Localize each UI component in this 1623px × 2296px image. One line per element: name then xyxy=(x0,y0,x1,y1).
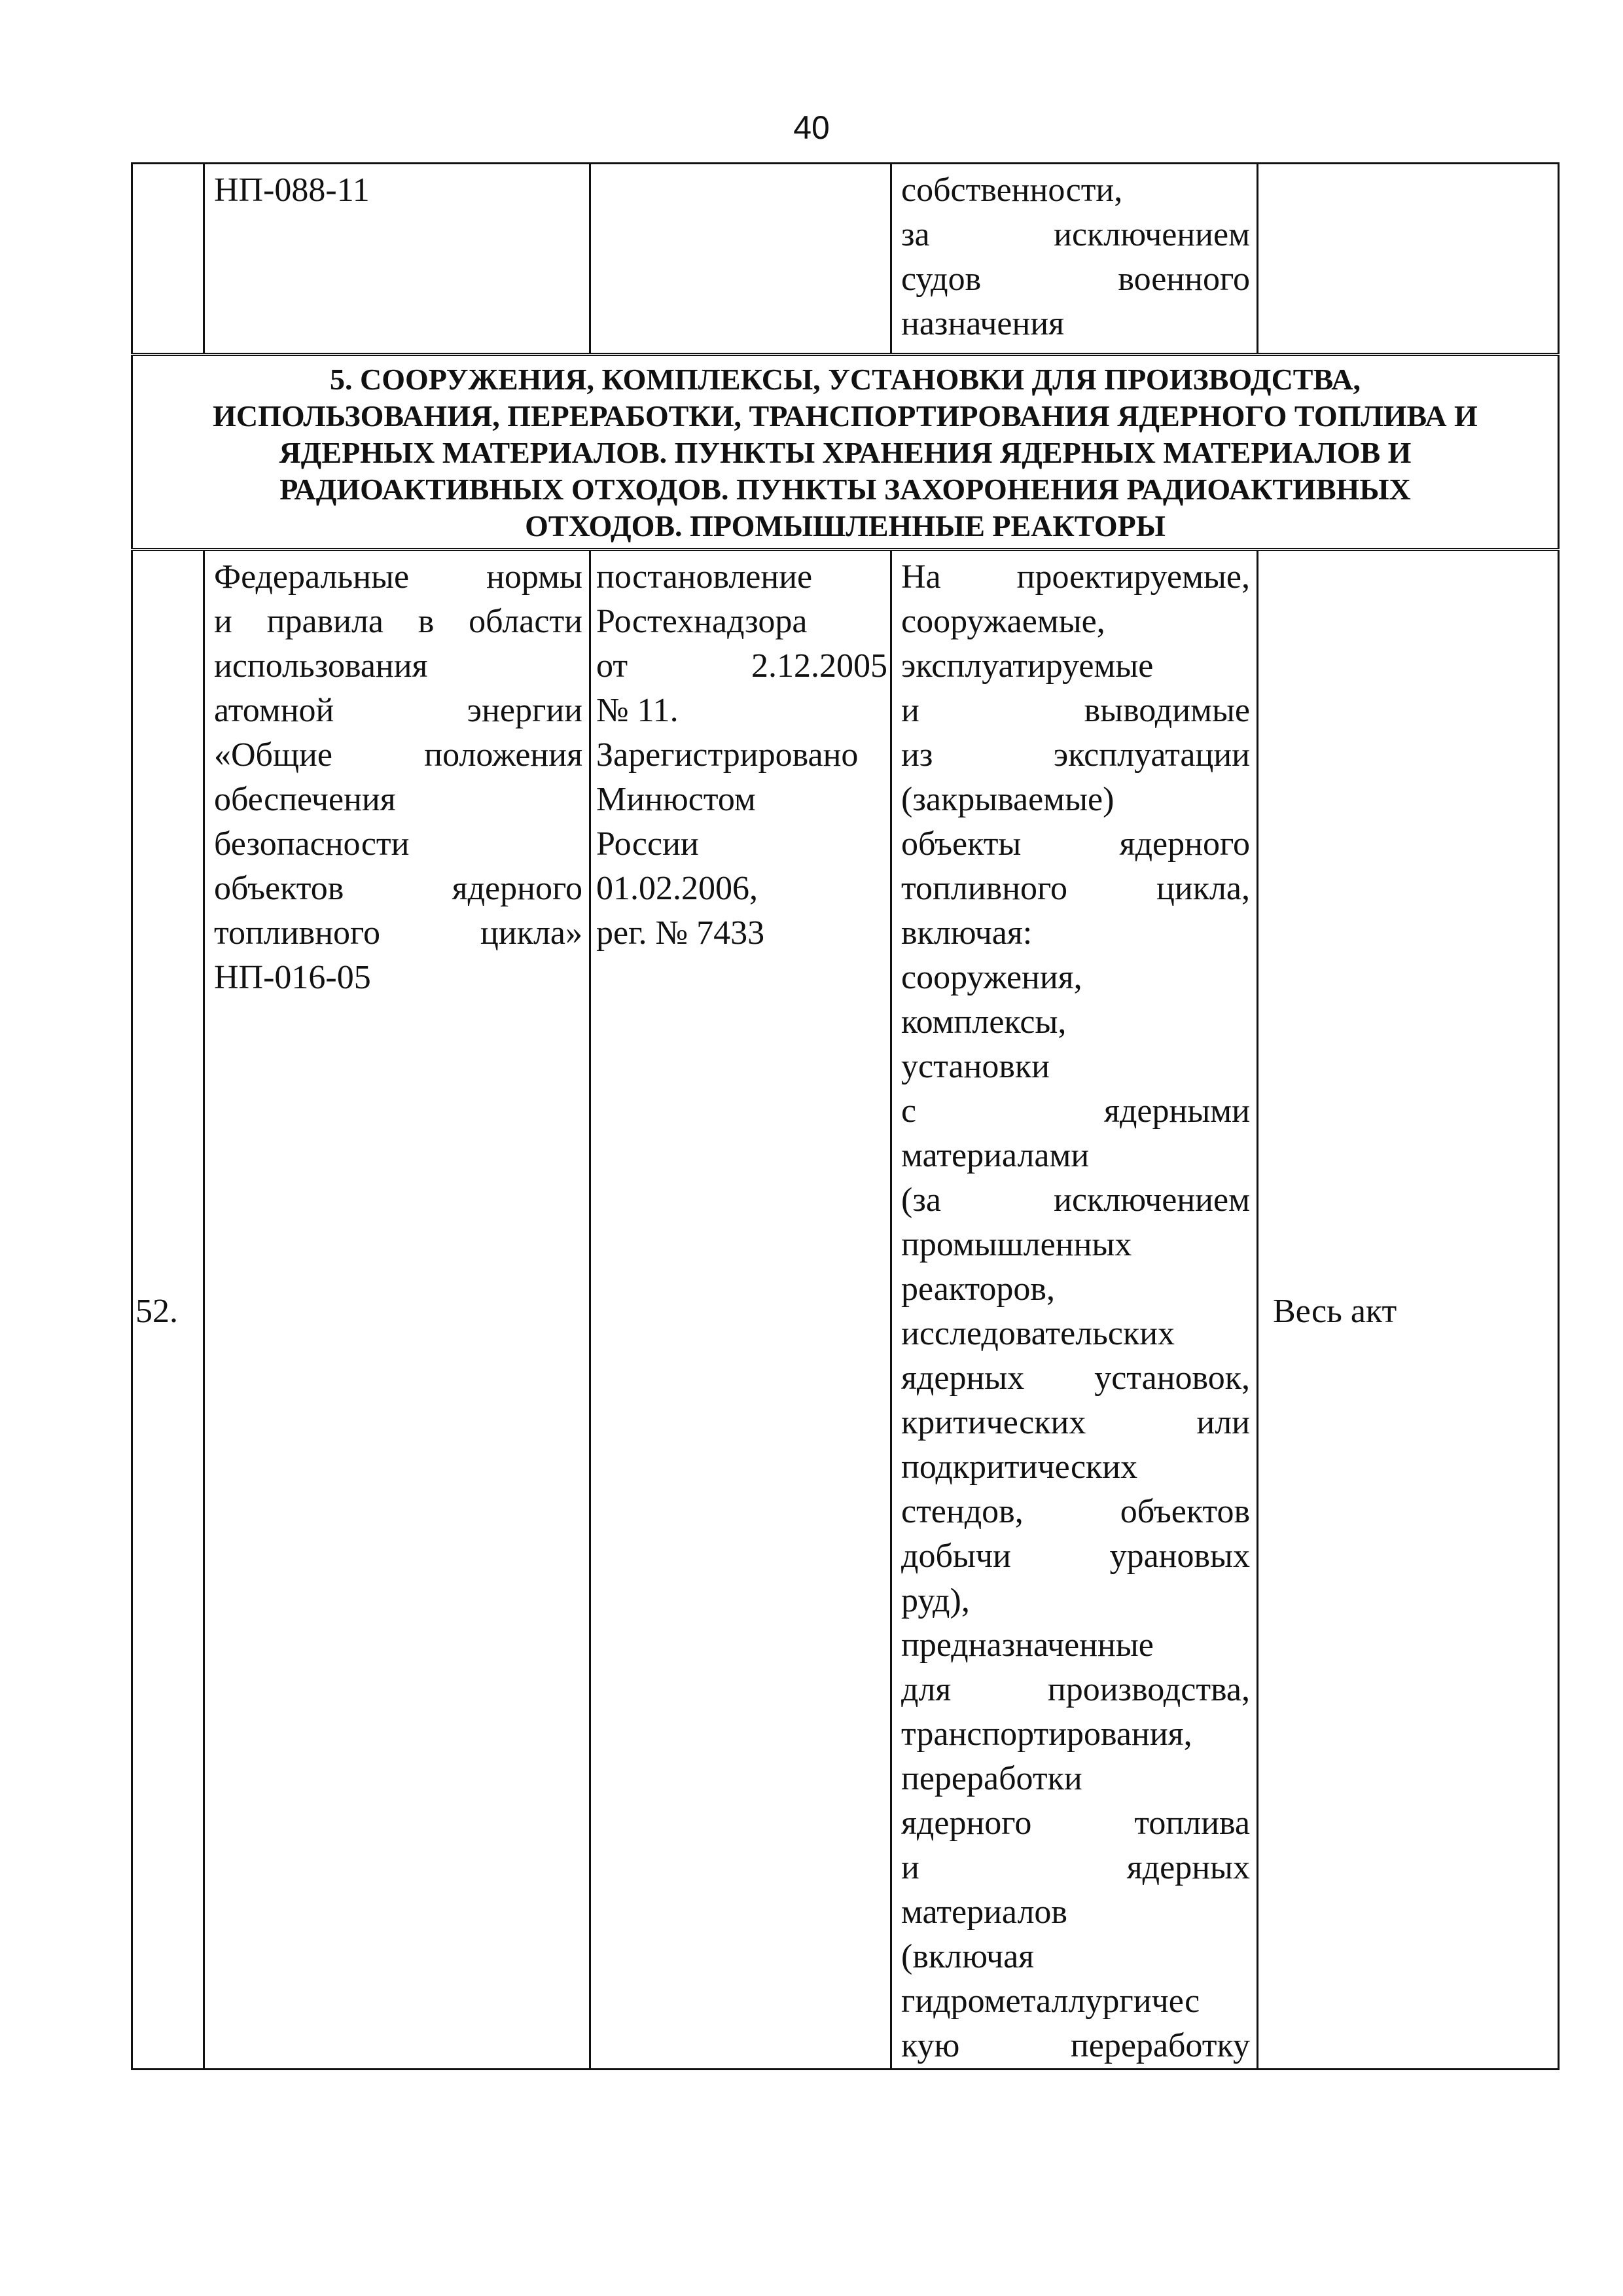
scope-line: судов военного xyxy=(901,260,1250,298)
scope-line: На проектируемые, xyxy=(901,558,1250,596)
title-line: НП-016-05 xyxy=(214,959,371,996)
scope-line: подкритических xyxy=(901,1448,1138,1486)
document-title-cell xyxy=(204,550,590,2070)
document-code: НП-088-11 xyxy=(214,171,370,209)
scope-line: ядерного топлива xyxy=(901,1804,1250,1842)
approval-line: от 2.12.2005 xyxy=(596,647,887,685)
section-heading-line: ИСПОЛЬЗОВАНИЯ, ПЕРЕРАБОТКИ, ТРАНСПОРТИРОВАНИЯ ЯДЕРНОГО ТОПЛИВА И xyxy=(213,399,1478,433)
scope-line: и ядерных xyxy=(901,1849,1250,1886)
approval-line: Зарегистрировано xyxy=(596,736,859,774)
section-heading-line: ЯДЕРНЫХ МАТЕРИАЛОВ. ПУНКТЫ ХРАНЕНИЯ ЯДЕРНЫХ МАТЕРИАЛОВ И xyxy=(279,436,1412,469)
scope-line: объекты ядерного xyxy=(901,825,1250,863)
scope-line: собственности, xyxy=(901,171,1123,209)
title-line: Федеральные нормы xyxy=(214,558,582,596)
table-row-52 xyxy=(132,550,1559,2070)
scope-line: стендов, объектов xyxy=(901,1493,1250,1530)
title-line: обеспечения xyxy=(214,781,396,818)
scope-line: эксплуатируемые xyxy=(901,647,1154,685)
approval-line: постановление xyxy=(596,558,813,596)
approval-cell-empty xyxy=(590,164,891,355)
title-line: использования xyxy=(214,647,428,685)
scope-line: (за исключением xyxy=(901,1181,1250,1219)
scope-cell xyxy=(891,164,1258,355)
document-title-cell xyxy=(204,164,590,355)
scope-cell xyxy=(891,550,1258,2070)
title-line: атомной энергии xyxy=(214,692,582,729)
scope-line: (включая xyxy=(901,1938,1035,1975)
scope-line: сооружения, xyxy=(901,959,1082,996)
scope-line: кую переработку xyxy=(901,2027,1250,2064)
scope-line: критических или xyxy=(901,1404,1250,1441)
title-line: «Общие положения xyxy=(214,736,582,774)
effect-cell-empty xyxy=(1258,164,1559,355)
scope-line: и выводимые xyxy=(901,692,1250,729)
approval-cell xyxy=(590,550,891,2070)
scope-line: материалов xyxy=(901,1893,1067,1931)
scope-line: для производства, xyxy=(901,1671,1250,1708)
section-heading-line: 5. СООРУЖЕНИЯ, КОМПЛЕКСЫ, УСТАНОВКИ ДЛЯ ПРОИЗВОДСТВА, xyxy=(330,363,1361,396)
approval-line: 01.02.2006, xyxy=(596,870,758,907)
scope-line: ядерных установок, xyxy=(901,1359,1250,1397)
row-number: 52. xyxy=(132,550,204,2070)
approval-line: России xyxy=(596,825,699,863)
page-number: 40 xyxy=(793,109,830,146)
scope-line: включая: xyxy=(901,914,1033,952)
scope-line: промышленных xyxy=(901,1226,1132,1263)
scope-line: установки xyxy=(901,1048,1050,1085)
title-line: объектов ядерного xyxy=(214,870,582,907)
scope-line: (закрываемые) xyxy=(901,781,1115,818)
scope-line: транспортирования, xyxy=(901,1715,1192,1753)
scope-line: с ядерными xyxy=(901,1092,1250,1130)
row-number-cell-empty xyxy=(132,164,204,355)
section-header-row xyxy=(132,355,1559,550)
scope-line: переработки xyxy=(901,1760,1082,1797)
section-heading-line: РАДИОАКТИВНЫХ ОТХОДОВ. ПУНКТЫ ЗАХОРОНЕНИЯ РАДИОАКТИВНЫХ xyxy=(279,473,1411,506)
scope-line: реакторов, xyxy=(901,1270,1055,1308)
scope-line: исследовательских xyxy=(901,1315,1175,1352)
scope-line: топливного цикла, xyxy=(901,870,1250,907)
approval-line: рег. № 7433 xyxy=(596,914,765,952)
approval-line: Ростехнадзора xyxy=(596,603,808,640)
scope-line: из эксплуатации xyxy=(901,736,1250,774)
title-line: и правила в области xyxy=(214,603,582,640)
table-row-continued xyxy=(132,164,1559,355)
scope-line: предназначенные xyxy=(901,1626,1154,1664)
scope-line: руд), xyxy=(901,1582,970,1619)
requirements-table xyxy=(131,162,1560,2070)
section-heading-line: ОТХОДОВ. ПРОМЫШЛЕННЫЕ РЕАКТОРЫ xyxy=(525,509,1166,543)
scope-line: комплексы, xyxy=(901,1003,1067,1041)
approval-line: № 11. xyxy=(596,692,679,729)
scope-line: материалами xyxy=(901,1137,1090,1174)
scope-line: назначения xyxy=(901,305,1065,342)
title-line: безопасности xyxy=(214,825,410,863)
section-heading xyxy=(132,355,1559,550)
scope-line: за исключением xyxy=(901,216,1250,253)
scope-line: сооружаемые, xyxy=(901,603,1105,640)
scope-line: добычи урановых xyxy=(901,1537,1250,1575)
title-line: топливного цикла» xyxy=(214,914,582,952)
effect-cell: Весь акт xyxy=(1258,550,1559,2070)
approval-line: Минюстом xyxy=(596,781,756,818)
scope-line: гидрометаллургичес xyxy=(901,1982,1200,2020)
